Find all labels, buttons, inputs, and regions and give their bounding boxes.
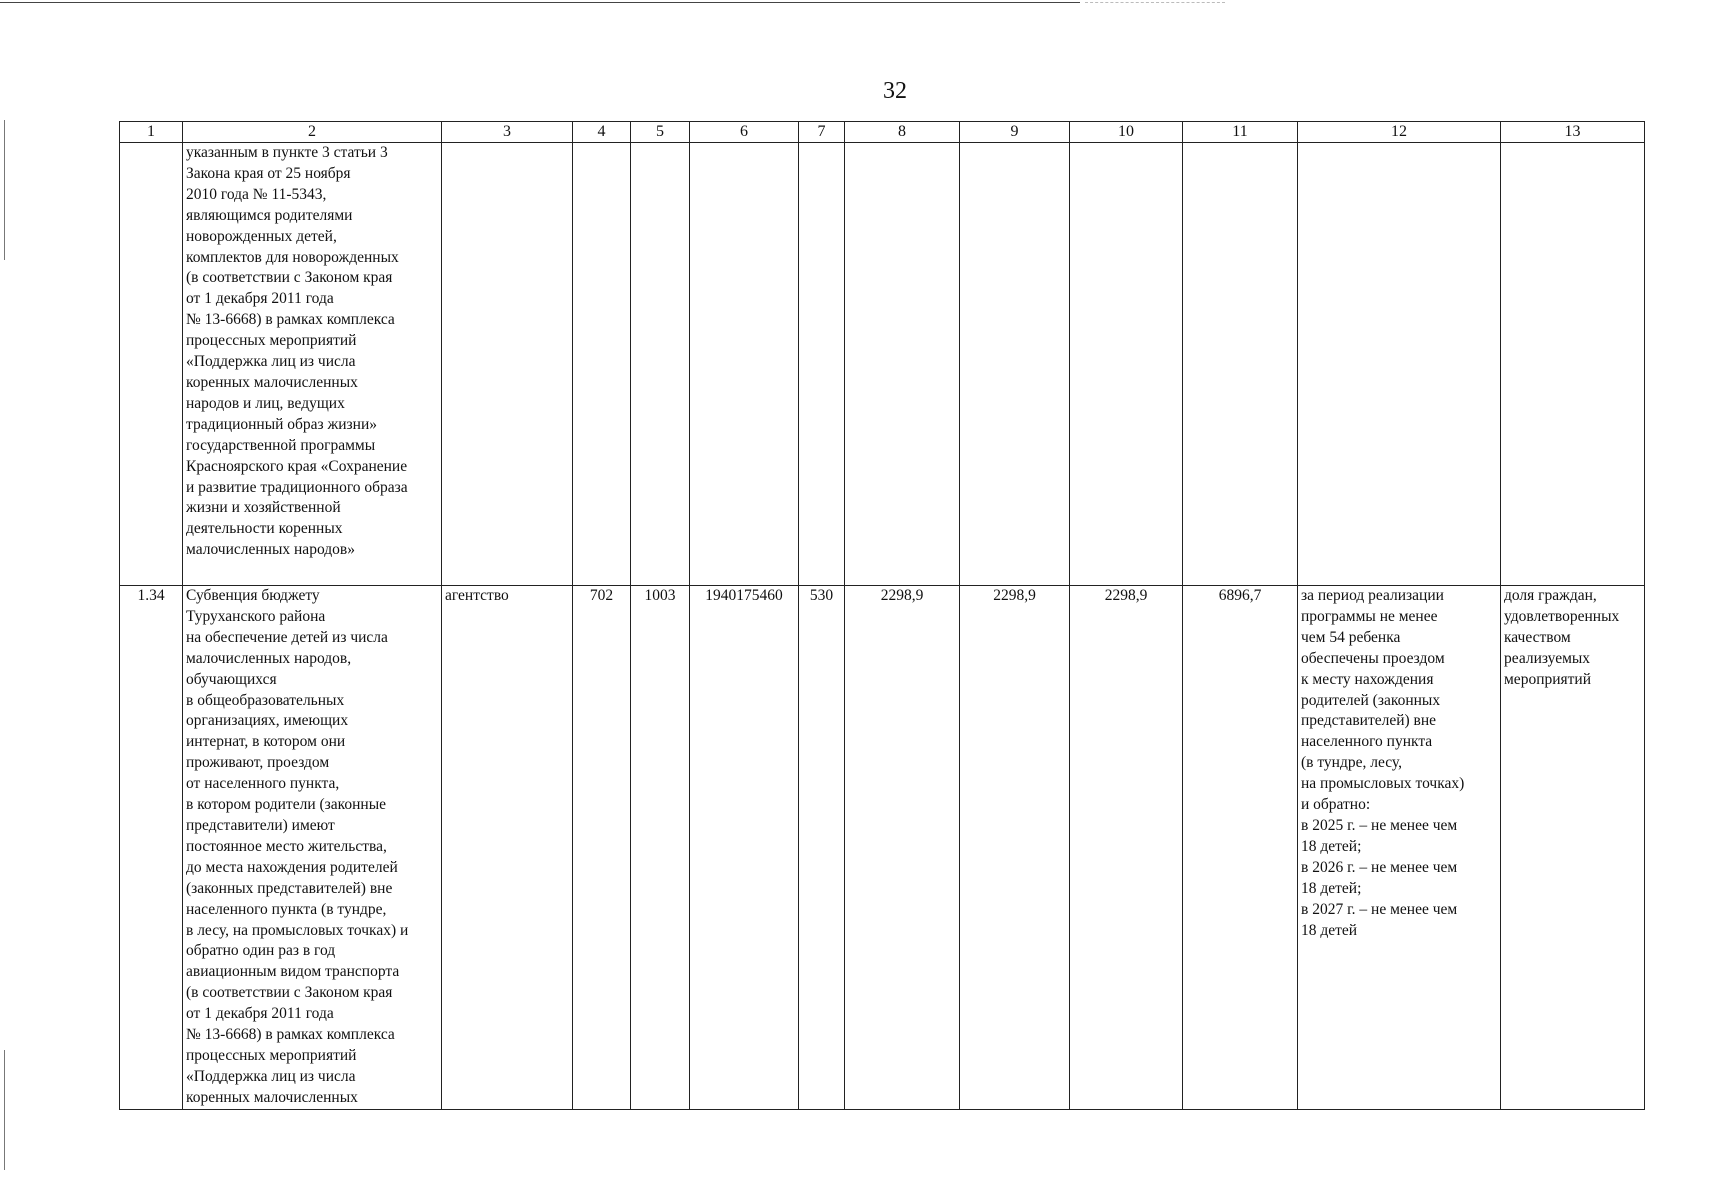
- page-number: 32: [883, 78, 907, 104]
- budget-table: [119, 121, 1645, 1110]
- cell-grbs-code: 702: [573, 586, 631, 1110]
- column-header: 2: [183, 122, 442, 143]
- column-header: 1: [120, 122, 183, 143]
- cell-administrator: агентство: [442, 586, 573, 1110]
- cell-empty: [120, 143, 183, 586]
- cell-empty: [1501, 143, 1645, 586]
- cell-empty: [1070, 143, 1183, 586]
- cell-row-number: 1.34: [120, 586, 183, 1110]
- table-row-1-34: [120, 586, 1645, 1110]
- column-header: 3: [442, 122, 573, 143]
- column-header: 4: [573, 122, 631, 143]
- cell-expense-type: 530: [799, 586, 845, 1110]
- left-margin-mark-lower: [4, 1050, 5, 1170]
- cell-empty: [573, 143, 631, 586]
- top-border-line: [0, 2, 1080, 3]
- column-header: 9: [960, 122, 1070, 143]
- column-header: 8: [845, 122, 960, 143]
- column-header: 10: [1070, 122, 1183, 143]
- column-header: 6: [690, 122, 799, 143]
- top-border-line-faint: [1085, 2, 1225, 3]
- table-row-continued: [120, 143, 1645, 586]
- cell-empty: [1298, 143, 1501, 586]
- cell-amount-2026: 2298,9: [960, 586, 1070, 1110]
- cell-description: указанным в пункте 3 статьи 3 Закона края от 25 ноября 2010 года № 11-5343, являющимся родителями новорожденных детей, комплектов для новорожденных (в соответствии с Законом края от 1 декабря 2011 года № 13-6668) в рамках комплекса процессных мероприятий «Поддержка лиц из числа коренных малочисленных народов и лиц, ведущих традиционный образ жизни» государственной программы Красноярского края «Сохранение и развитие традиционного образа жизни и хозяйственной деятельности коренных малочисленных народов»: [183, 143, 442, 586]
- table-header-row: [120, 122, 1645, 143]
- cell-amount-2025: 2298,9: [845, 586, 960, 1110]
- cell-target-code: 1940175460: [690, 586, 799, 1110]
- cell-empty: [845, 143, 960, 586]
- cell-expected-result: за период реализации программы не менее чем 54 ребенка обеспечены проездом к месту нахождения родителей (законных представителей) вне населенного пункта (в тундре, лесу, на промысловых точках) и обратно: в 2025 г. – не менее чем 18 детей; в 2026 г. – не менее чем 18 детей; в 2027 г. – не менее чем 18 детей: [1298, 586, 1501, 1110]
- column-header: 7: [799, 122, 845, 143]
- cell-amount-total: 6896,7: [1183, 586, 1298, 1110]
- cell-empty: [1183, 143, 1298, 586]
- cell-empty: [631, 143, 690, 586]
- column-header: 11: [1183, 122, 1298, 143]
- left-margin-mark: [4, 120, 5, 260]
- column-header: 12: [1298, 122, 1501, 143]
- cell-amount-2027: 2298,9: [1070, 586, 1183, 1110]
- cell-section-code: 1003: [631, 586, 690, 1110]
- cell-empty: [690, 143, 799, 586]
- column-header: 13: [1501, 122, 1645, 143]
- cell-empty: [960, 143, 1070, 586]
- cell-empty: [442, 143, 573, 586]
- cell-empty: [799, 143, 845, 586]
- cell-indicator: доля граждан, удовлетворенных качеством реализуемых мероприятий: [1501, 586, 1645, 1110]
- cell-description: Субвенция бюджету Туруханского района на обеспечение детей из числа малочисленных народов, обучающихся в общеобразовательных организациях, имеющих интернат, в котором они проживают, проездом от населенного пункта, в котором родители (законные представители) имеют постоянное место жительства, до места нахождения родителей (законных представителей) вне населенного пункта (в тундре, в лесу, на промысловых точках) и обратно один раз в год авиационным видом транспорта (в соответствии с Законом края от 1 декабря 2011 года № 13-6668) в рамках комплекса процессных мероприятий «Поддержка лиц из числа коренных малочисленных: [183, 586, 442, 1110]
- column-header: 5: [631, 122, 690, 143]
